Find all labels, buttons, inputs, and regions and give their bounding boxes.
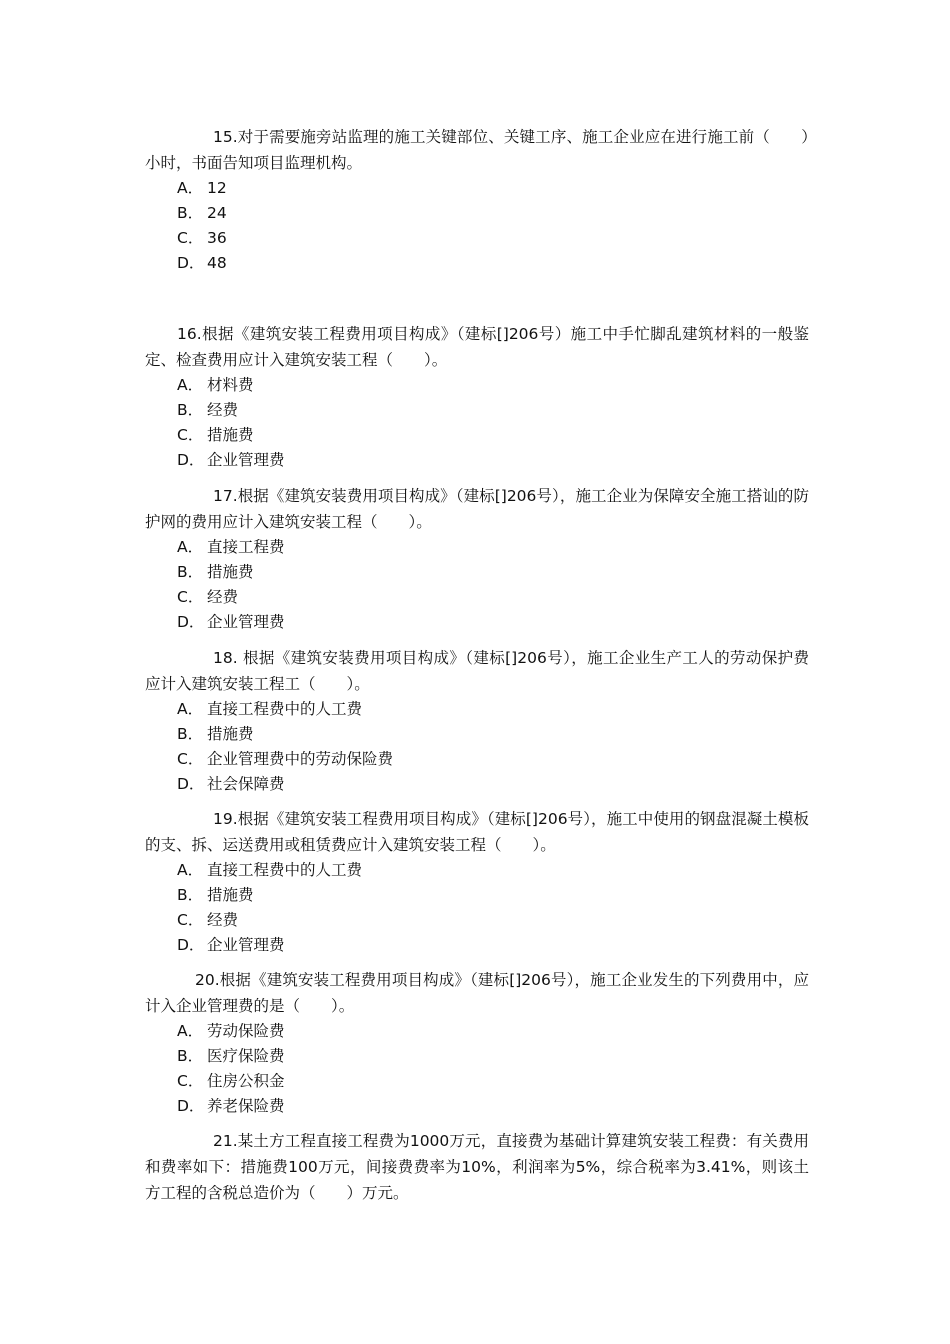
option-letter: D． [177,254,205,272]
option-letter: C． [177,1072,204,1090]
question-18 [145,645,809,797]
option-b [145,883,809,908]
option-d [145,610,809,635]
option-letter: C． [177,229,204,247]
option-list [145,697,809,797]
question-stem: 19.根据《建筑安装工程费用项目构成》（建标[]206号），施工中使用的钢盘混凝土模板的支、拆、运送费用或租赁费应计入建筑安装工程（ ）。 [145,810,809,854]
option-c [145,1069,809,1094]
option-text: 经费 [207,911,239,929]
option-text: 24 [207,204,227,222]
option-letter: A． [177,700,204,718]
question-stem: 15.对于需要施旁站监理的施工关键部位、关键工序、施工企业应在进行施工前（ ）小时，书面告知项目监理机构。 [145,128,809,172]
option-letter: C． [177,426,204,444]
option-a [145,535,809,560]
option-letter: C． [177,750,204,768]
option-d [145,1094,809,1119]
question-16 [145,321,809,473]
question-19 [145,806,809,958]
question-stem: 17.根据《建筑安装费用项目构成》（建标[]206号），施工企业为保障安全施工搭讪的防护网的费用应计入建筑安装工程（ ）。 [145,487,809,531]
option-b [145,560,809,585]
option-letter: C． [177,588,204,606]
option-a [145,373,809,398]
option-text: 经费 [207,588,239,606]
option-d [145,933,809,958]
option-b [145,722,809,747]
option-a [145,697,809,722]
option-letter: A． [177,538,204,556]
option-text: 劳动保险费 [207,1022,285,1040]
option-text: 直接工程费中的人工费 [207,700,363,718]
option-text: 直接工程费中的人工费 [207,861,363,879]
option-text: 住房公积金 [207,1072,285,1090]
option-d [145,448,809,473]
option-text: 措施费 [207,886,254,904]
option-text: 48 [207,254,227,272]
option-list [145,535,809,635]
option-b [145,201,809,226]
option-c [145,423,809,448]
option-letter: C． [177,911,204,929]
question-stem: 20.根据《建筑安装工程费用项目构成》（建标[]206号），施工企业发生的下列费用中，应计入企业管理费的是（ ）。 [145,971,809,1015]
option-letter: D． [177,775,205,793]
question-15 [145,124,809,276]
option-letter: B． [177,886,204,904]
option-text: 措施费 [207,426,254,444]
option-letter: D． [177,613,205,631]
option-text: 社会保障费 [207,775,285,793]
option-text: 企业管理费中的劳动保险费 [207,750,394,768]
option-a [145,858,809,883]
option-letter: A． [177,179,204,197]
question-21 [145,1128,809,1206]
option-text: 措施费 [207,725,254,743]
option-b [145,1044,809,1069]
option-letter: B． [177,204,204,222]
question-stem: 16.根据《建筑安装工程费用项目构成》（建标[]206号）施工中手忙脚乱建筑材料的一般鉴定、检查费用应计入建筑安装工程（ ）。 [145,325,809,369]
question-17 [145,483,809,635]
option-text: 12 [207,179,227,197]
option-letter: B． [177,401,204,419]
option-text: 企业管理费 [207,936,285,954]
question-stem: 21.某土方工程直接工程费为1000万元，直接费为基础计算建筑安装工程费：有关费用和费率如下：措施费100万元，间接费费率为10%，利润率为5%，综合税率为3.41%，则该土方工程的含税总造价为（ ）万元。 [145,1132,809,1202]
option-text: 36 [207,229,227,247]
option-letter: B． [177,725,204,743]
option-c [145,908,809,933]
option-list [145,373,809,473]
option-letter: B． [177,1047,204,1065]
option-text: 直接工程费 [207,538,285,556]
option-list [145,858,809,958]
option-a [145,1019,809,1044]
option-d [145,772,809,797]
option-text: 医疗保险费 [207,1047,285,1065]
option-b [145,398,809,423]
option-letter: D． [177,451,205,469]
question-20 [145,967,809,1119]
option-letter: B． [177,563,204,581]
option-text: 经费 [207,401,239,419]
option-letter: A． [177,1022,204,1040]
option-c [145,226,809,251]
option-text: 企业管理费 [207,451,285,469]
option-a [145,176,809,201]
option-c [145,585,809,610]
option-letter: D． [177,936,205,954]
question-stem: 18. 根据《建筑安装费用项目构成》（建标[]206号），施工企业生产工人的劳动保护费应计入建筑安装工程工（ ）。 [145,649,809,693]
option-letter: D． [177,1097,205,1115]
option-list [145,176,809,276]
option-letter: A． [177,861,204,879]
option-d [145,251,809,276]
option-c [145,747,809,772]
option-text: 企业管理费 [207,613,285,631]
option-text: 养老保险费 [207,1097,285,1115]
option-text: 材料费 [207,376,254,394]
option-text: 措施费 [207,563,254,581]
option-letter: A． [177,376,204,394]
option-list [145,1019,809,1119]
